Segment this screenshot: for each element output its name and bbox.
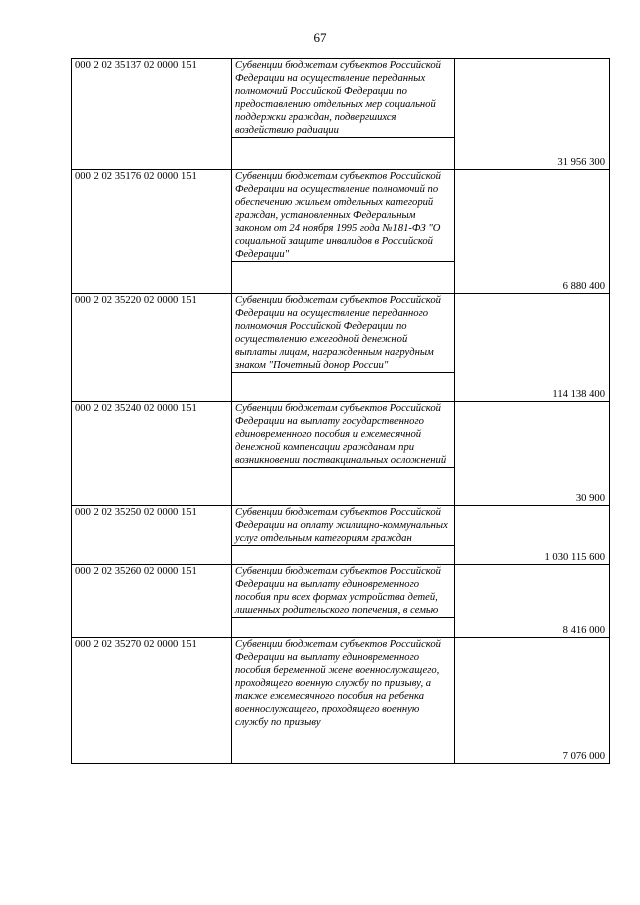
description-cell — [232, 59, 455, 170]
amount-cell: 8 416 000 — [455, 565, 610, 638]
description-cell — [232, 170, 455, 294]
description-text: Субвенции бюджетам субъектов Российской Федерации на выплату единовременного пособия при всех формах устройства детей, лишенных родительского попечения, в семью — [232, 565, 454, 618]
budget-code-cell: 000 2 02 35260 02 0000 151 — [72, 565, 232, 638]
amount-cell: 6 880 400 — [455, 170, 610, 294]
budget-code-cell: 000 2 02 35220 02 0000 151 — [72, 294, 232, 402]
budget-code-cell: 000 2 02 35176 02 0000 151 — [72, 170, 232, 294]
description-text: Субвенции бюджетам субъектов Российской Федерации на осуществление полномочий по обеспечению жильем отдельных категорий граждан, установленных Федеральным законом от 24 ноября 1995 года №181-ФЗ "О социальной защите инвалидов в Российской Федерации" — [232, 170, 454, 262]
table-row — [72, 59, 610, 170]
budget-code-cell: 000 2 02 35240 02 0000 151 — [72, 402, 232, 506]
description-cell — [232, 402, 455, 506]
description-text: Субвенции бюджетам субъектов Российской Федерации на выплату государственного единовременного пособия и ежемесячной денежной компенсации гражданам при возникновении поствакцинальных осложнений — [232, 402, 454, 468]
table-row — [72, 565, 610, 638]
description-cell — [232, 565, 455, 638]
amount-cell: 30 900 — [455, 402, 610, 506]
table-row — [72, 638, 610, 764]
amount-cell: 114 138 400 — [455, 294, 610, 402]
description-text: Субвенции бюджетам субъектов Российской Федерации на осуществление переданного полномочия Российской Федерации по осуществлению ежегодной денежной выплаты лицам, награжденным нагрудным знаком "Почетный донор России" — [232, 294, 454, 373]
description-text: Субвенции бюджетам субъектов Российской Федерации на осуществление переданных полномочий Российской Федерации по предоставлению отдельных мер социальной поддержки граждан, подвергшихся воздействию радиации — [232, 59, 454, 138]
budget-code-cell: 000 2 02 35137 02 0000 151 — [72, 59, 232, 170]
description-cell — [232, 506, 455, 565]
table-row — [72, 506, 610, 565]
table-row — [72, 170, 610, 294]
amount-cell: 7 076 000 — [455, 638, 610, 764]
table-row — [72, 402, 610, 506]
description-cell — [232, 638, 455, 764]
description-text: Субвенции бюджетам субъектов Российской Федерации на выплату единовременного пособия беременной жене военнослужащего, проходящего военную службу по призыву, а также ежемесячного пособия на ребенка военнослужащего, проходящего военную службу по призыву — [235, 639, 441, 728]
page-number: 67 — [313, 30, 327, 45]
amount-cell: 31 956 300 — [455, 59, 610, 170]
table-row — [72, 294, 610, 402]
description-cell — [232, 294, 455, 402]
budget-code-cell: 000 2 02 35250 02 0000 151 — [72, 506, 232, 565]
amount-cell: 1 030 115 600 — [455, 506, 610, 565]
budget-code-cell: 000 2 02 35270 02 0000 151 — [72, 638, 232, 764]
budget-table — [71, 58, 610, 764]
description-text: Субвенции бюджетам субъектов Российской Федерации на оплату жилищно-коммунальных услуг отдельным категориям граждан — [232, 506, 454, 546]
